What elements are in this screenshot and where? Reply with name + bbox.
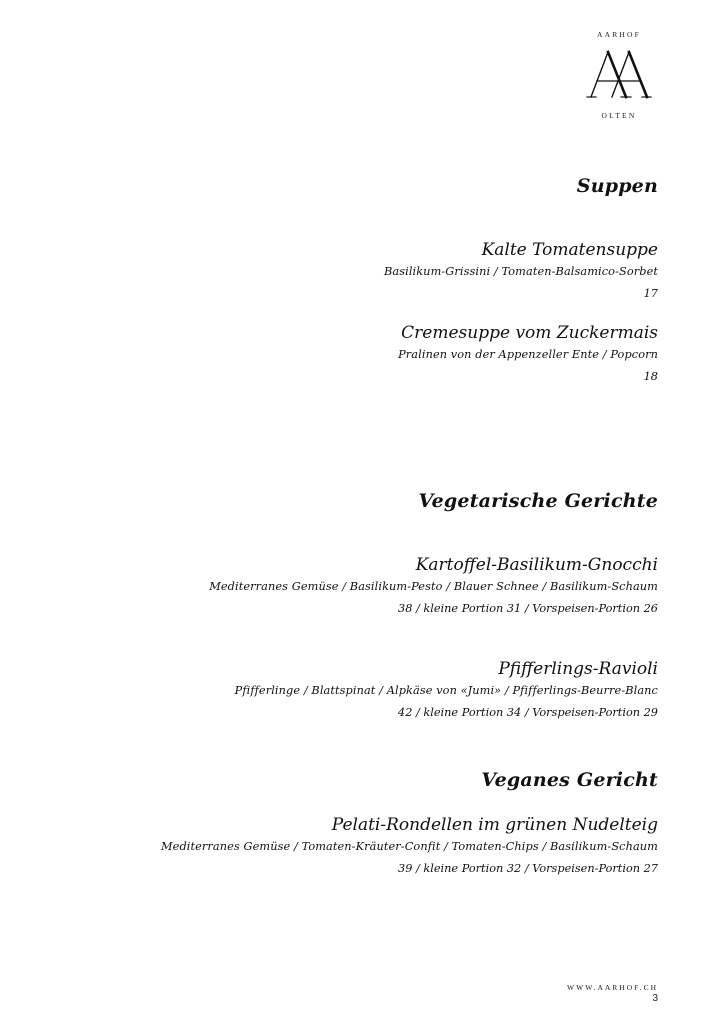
section-title-veganes-gericht: Veganes Gericht <box>481 769 658 791</box>
brand-name-bottom: OLTEN <box>601 111 637 120</box>
footer-website: WWW.AARHOF.CH <box>567 983 658 992</box>
dish-name: Pfifferlings-Ravioli <box>498 659 658 679</box>
dish-name: Kartoffel-Basilikum-Gnocchi <box>415 555 658 575</box>
section-title-suppen: Suppen <box>576 175 658 197</box>
dish-description: Mediterranes Gemüse / Basilikum-Pesto / Blauer Schnee / Basilikum-Schaum <box>209 580 658 593</box>
dish-name: Kalte Tomatensuppe <box>481 240 658 260</box>
aa-monogram-icon <box>586 49 652 99</box>
dish-price: 42 / kleine Portion 34 / Vorspeisen-Portion 29 <box>398 706 658 719</box>
dish-description: Basilikum-Grissini / Tomaten-Balsamico-Sorbet <box>383 265 658 278</box>
dish-price: 39 / kleine Portion 32 / Vorspeisen-Portion 27 <box>398 862 658 875</box>
dish-description: Pfifferlinge / Blattspinat / Alpkäse von «Jumi» / Pfifferlings-Beurre-Blanc <box>234 684 658 697</box>
dish-description: Mediterranes Gemüse / Tomaten-Kräuter-Confit / Tomaten-Chips / Basilikum-Schaum <box>161 840 658 853</box>
dish-price: 38 / kleine Portion 31 / Vorspeisen-Portion 26 <box>398 602 658 615</box>
dish-price: 17 <box>643 287 658 300</box>
dish-description: Pralinen von der Appenzeller Ente / Popcorn <box>398 348 658 361</box>
dish-price: 18 <box>643 370 658 383</box>
section-title-vegetarische-gerichte: Vegetarische Gerichte <box>418 490 658 512</box>
dish-name: Pelati-Rondellen im grünen Nudelteig <box>331 815 658 835</box>
brand-logo <box>578 28 660 120</box>
page-number: 3 <box>652 993 658 1004</box>
dish-name: Cremesuppe vom Zuckermais <box>401 323 658 343</box>
brand-name-top: AARHOF <box>596 30 642 39</box>
